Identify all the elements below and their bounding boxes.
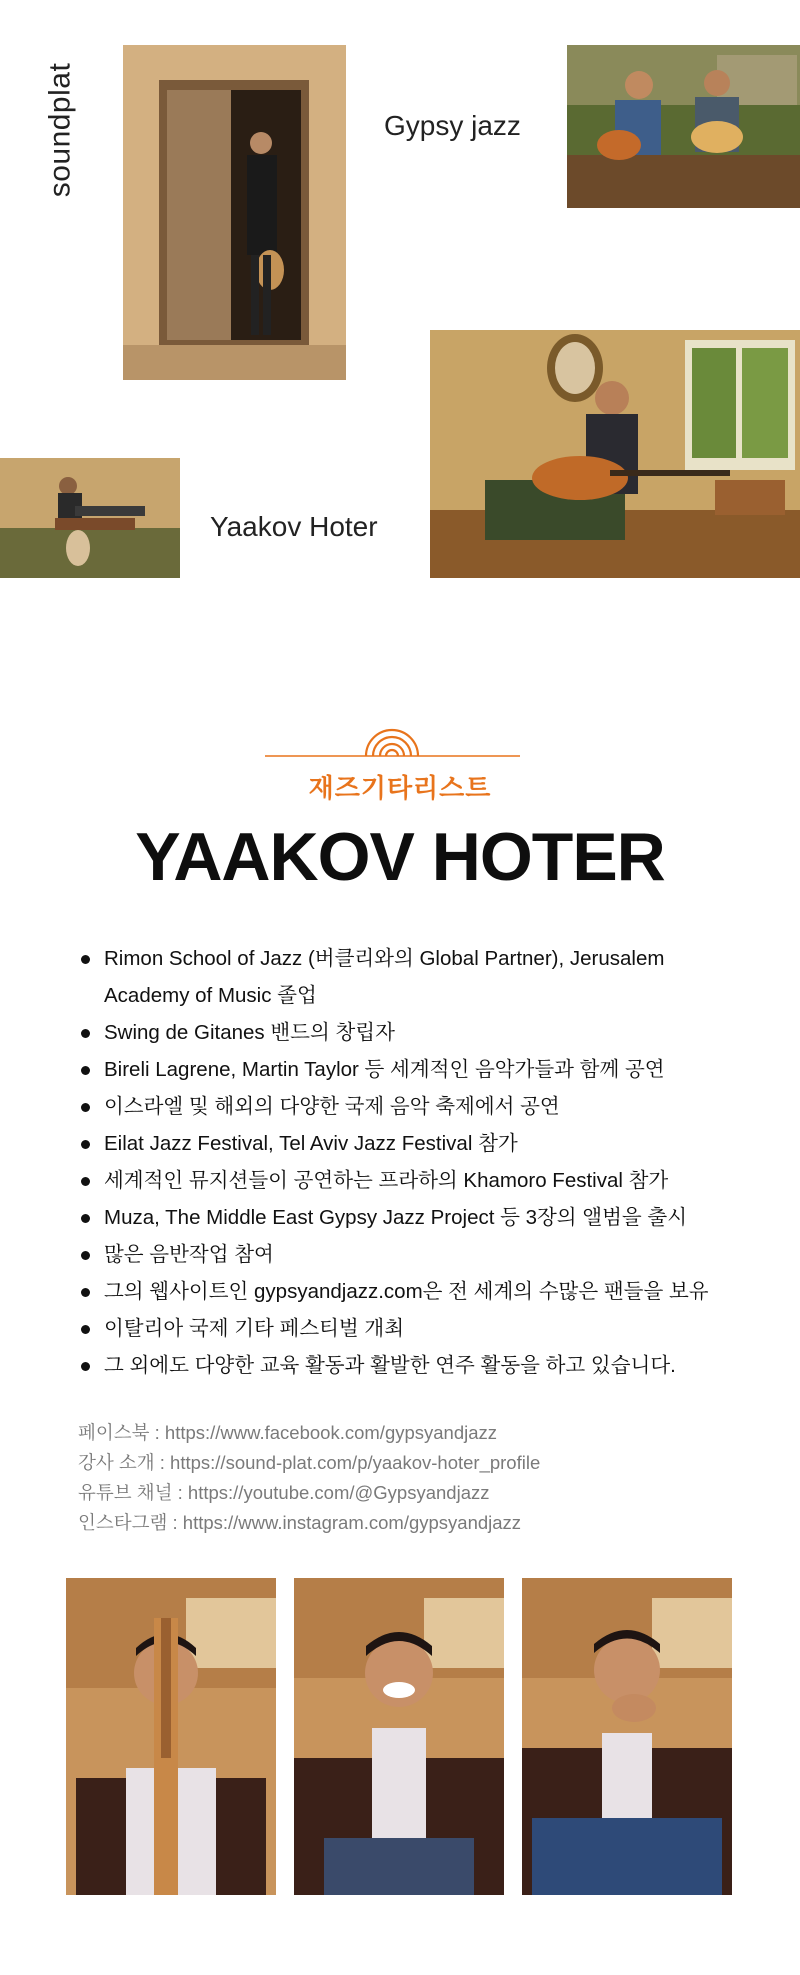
- link-list: [78, 1418, 738, 1538]
- youtube-link[interactable]: 유튜브 채널 : https://youtube.com/@Gypsyandjazz: [78, 1482, 490, 1503]
- portrait-laughing: [294, 1578, 504, 1895]
- bio-item: Muza, The Middle East Gypsy Jazz Project 등 3장의 앨범을 출시: [78, 1199, 738, 1236]
- brand-text: soundplat: [43, 62, 77, 198]
- photo-doorway: [123, 45, 346, 380]
- photo-living-room: [430, 330, 800, 578]
- headphone-logo-icon: [265, 725, 520, 759]
- portrait-guitar: [66, 1578, 276, 1895]
- caption-name: Yaakov Hoter: [210, 511, 378, 542]
- bio-item: 이스라엘 및 해외의 다양한 국제 음악 축제에서 공연: [78, 1088, 738, 1125]
- brand-logo: [30, 55, 90, 205]
- bio-item: Bireli Lagrene, Martin Taylor 등 세계적인 음악가들과 함께 공연: [78, 1051, 738, 1088]
- instagram-link[interactable]: 인스타그램 : https://www.instagram.com/gypsyandjazz: [78, 1512, 522, 1533]
- bio-item: Eilat Jazz Festival, Tel Aviv Jazz Festival 참가: [78, 1125, 738, 1162]
- caption-genre: Gypsy jazz: [384, 110, 521, 141]
- bio-item: 그의 웹사이트인 gypsyandjazz.com은 전 세계의 수많은 팬들을 보유: [78, 1273, 738, 1310]
- bio-item: 이탈리아 국제 기타 페스티벌 개최: [78, 1310, 738, 1347]
- portrait-thinking: [522, 1578, 732, 1895]
- profile-name: YAAKOV HOTER: [135, 819, 665, 895]
- profile-subtitle: 재즈기타리스트: [308, 773, 492, 803]
- bio-item: 세계적인 뮤지션들이 공연하는 프라하의 Khamoro Festival 참가: [78, 1162, 738, 1199]
- bio-item: Rimon School of Jazz (버클리와의 Global Partner), Jerusalem Academy of Music 졸업: [78, 940, 738, 1014]
- bio-item: 그 외에도 다양한 교육 활동과 활발한 연주 활동을 하고 있습니다.: [78, 1347, 738, 1384]
- facebook-link[interactable]: 페이스북 : https://www.facebook.com/gypsyandjazz: [78, 1422, 498, 1443]
- bio-item: Swing de Gitanes 밴드의 창립자: [78, 1014, 738, 1051]
- bio-item: 많은 음반작업 참여: [78, 1236, 738, 1273]
- photo-duo: [567, 45, 800, 208]
- bio-list: [78, 940, 738, 1384]
- photo-reclining: [0, 458, 180, 578]
- profile-link[interactable]: 강사 소개 : https://sound-plat.com/p/yaakov-hoter_profile: [78, 1452, 541, 1473]
